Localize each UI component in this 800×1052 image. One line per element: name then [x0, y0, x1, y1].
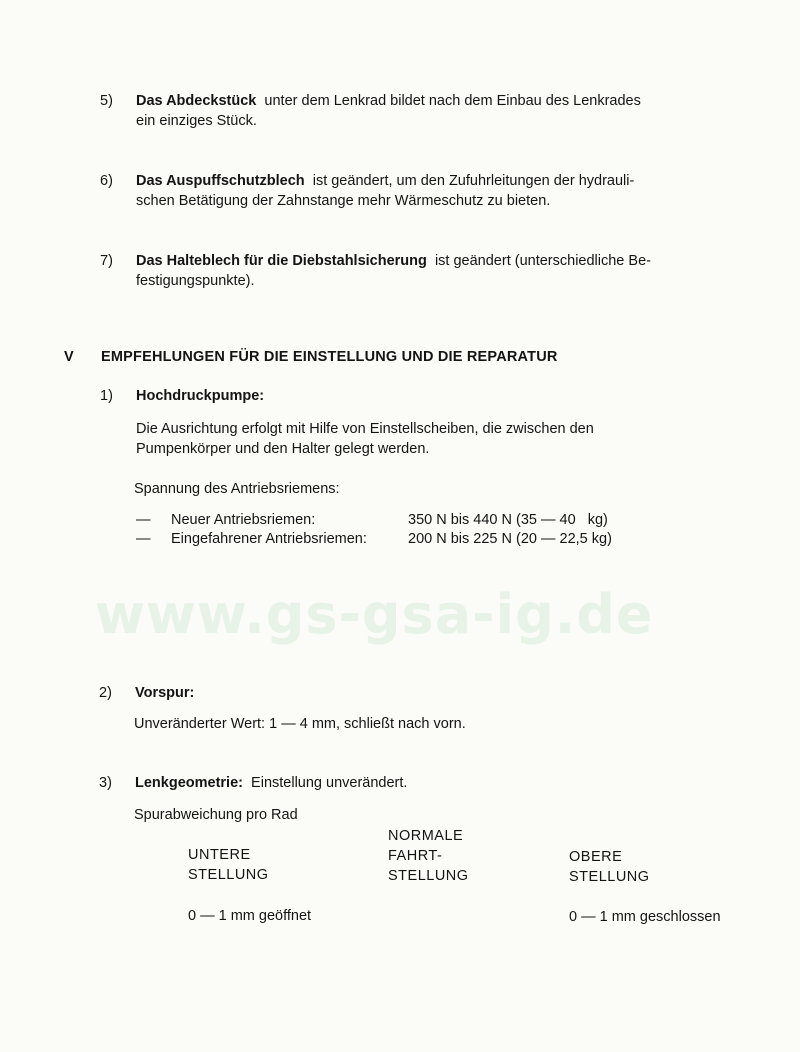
section-number: V	[64, 349, 74, 365]
item-7-number: 7)	[100, 253, 113, 269]
item-5-line1	[136, 91, 641, 111]
col-upper-line2: STELLUNG	[569, 869, 650, 885]
belt-row-dash: —	[136, 531, 151, 547]
item-6-line2: schen Betätigung der Zahnstange mehr Wärmeschutz zu bieten.	[136, 193, 551, 209]
pump-number: 1)	[100, 388, 113, 404]
col-normal-line3: STELLUNG	[388, 868, 469, 884]
item-5-line2: ein einziges Stück.	[136, 113, 257, 129]
item-7-line1	[136, 251, 651, 271]
item-6-text: ist geändert, um den Zufuhrleitungen der hydrauli-	[312, 173, 635, 189]
toe-title: Vorspur:	[135, 685, 195, 701]
item-6-line1	[136, 171, 634, 191]
steering-number: 3)	[99, 775, 112, 791]
col-normal-line2: FAHRT-	[388, 848, 443, 864]
col-normal-line1: NORMALE	[388, 828, 464, 844]
belt-row-dash: —	[136, 512, 151, 528]
belt-row-value: 200 N bis 225 N (20 — 22,5 kg)	[408, 531, 612, 547]
item-5-number: 5)	[100, 93, 113, 109]
value-upper: 0 — 1 mm geschlossen	[569, 909, 721, 925]
pump-text-line2: Pumpenkörper und den Halter gelegt werden.	[136, 441, 430, 457]
steering-title-rest: Einstellung unverändert.	[251, 775, 408, 791]
pump-text-line1: Die Ausrichtung erfolgt mit Hilfe von Einstellscheiben, die zwischen den	[136, 421, 594, 437]
col-upper-line1: OBERE	[569, 849, 623, 865]
item-6-bold: Das Auspuffschutzblech	[136, 173, 305, 189]
belt-row-label: Neuer Antriebsriemen:	[171, 512, 316, 528]
col-lower-line1: UNTERE	[188, 847, 251, 863]
belt-row-label: Eingefahrener Antriebsriemen:	[171, 531, 367, 547]
watermark-url: www.gs-gsa-ig.de	[95, 583, 654, 646]
pump-title: Hochdruckpumpe:	[136, 388, 265, 404]
toe-text: Unveränderter Wert: 1 — 4 mm, schließt nach vorn.	[134, 716, 466, 732]
belt-row-value: 350 N bis 440 N (35 — 40 kg)	[408, 512, 608, 528]
steering-title-line	[135, 773, 407, 793]
item-7-line2: festigungspunkte).	[136, 273, 255, 289]
item-7-bold: Das Halteblech für die Diebstahlsicherung	[136, 253, 427, 269]
item-7-text: ist geändert (unterschiedliche Be-	[434, 253, 651, 269]
col-lower-line2: STELLUNG	[188, 867, 269, 883]
item-5-bold: Das Abdeckstück	[136, 93, 257, 109]
item-6-number: 6)	[100, 173, 113, 189]
toe-number: 2)	[99, 685, 112, 701]
steering-title: Lenkgeometrie:	[135, 775, 243, 791]
item-5-text: unter dem Lenkrad bildet nach dem Einbau des Lenkrades	[264, 93, 641, 109]
section-title: EMPFEHLUNGEN FÜR DIE EINSTELLUNG UND DIE REPARATUR	[101, 349, 558, 365]
steering-subtitle: Spurabweichung pro Rad	[134, 807, 298, 823]
value-lower: 0 — 1 mm geöffnet	[188, 908, 312, 924]
tension-label: Spannung des Antriebsriemens:	[134, 481, 340, 497]
